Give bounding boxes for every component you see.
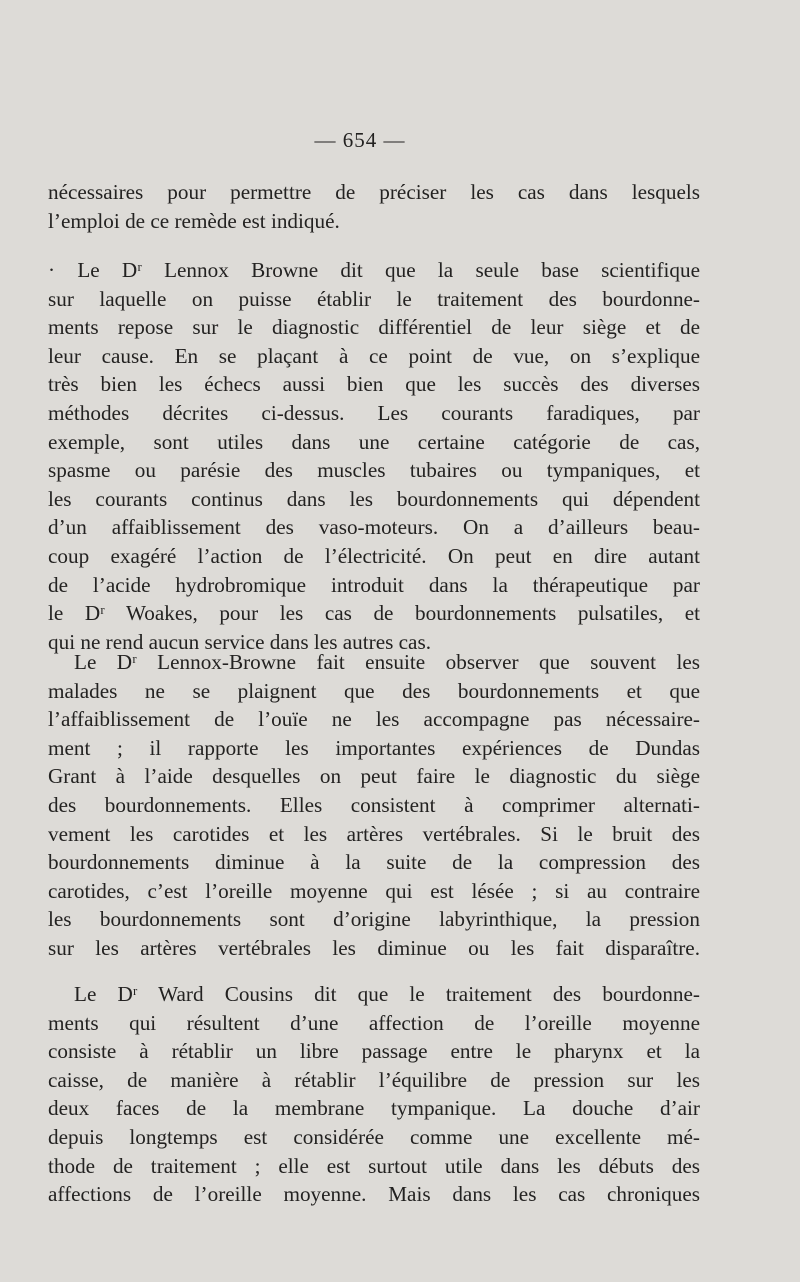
text-line: qui ne rend aucun service dans les autres cas. (48, 629, 431, 654)
text-line: vement les carotides et les artères vertébrales. Si le bruit des (48, 821, 700, 846)
text-line: caisse, de manière à rétablir l’équilibre de pression sur les (48, 1067, 700, 1092)
text-line: ment ; il rapporte les importantes expériences de Dundas (48, 735, 700, 760)
text-line: leur cause. En se plaçant à ce point de vue, on s’explique (48, 343, 700, 368)
text-line: Grant à l’aide desquelles on peut faire le diagnostic du siège (48, 764, 700, 789)
text-line: affections de l’oreille moyenne. Mais dans les cas chroniques (48, 1182, 700, 1207)
text-line: deux faces de la membrane tympanique. La douche d’air (48, 1096, 700, 1121)
text-line: l’affaiblissement de l’ouïe ne les accompagne pas nécessaire- (48, 707, 700, 732)
text-line: les bourdonnements sont d’origine labyrinthique, la pression (48, 907, 700, 932)
text-line: de l’acide hydrobromique introduit dans la thérapeutique par (48, 572, 700, 597)
text-line: carotides, c’est l’oreille moyenne qui est lésée ; si au contraire (48, 878, 700, 903)
text-line: le Dʳ Woakes, pour les cas de bourdonnements pulsatiles, et (48, 601, 700, 626)
paragraph-2 (48, 256, 700, 656)
text-line: consiste à rétablir un libre passage entre le pharynx et la (48, 1039, 700, 1064)
text-line: méthodes décrites ci-dessus. Les courants faradiques, par (48, 400, 700, 425)
text-line: · Le Dʳ Lennox Browne dit que la seule base scientifique (48, 258, 700, 282)
text-line: sur les artères vertébrales les diminue ou les fait disparaître. (48, 935, 700, 960)
paragraph-1 (48, 178, 700, 235)
text-line: Le Dʳ Ward Cousins dit que le traitement des bourdonne- (74, 982, 700, 1006)
text-line: coup exagéré l’action de l’électricité. On peut en dire autant (48, 543, 700, 568)
text-line: ments qui résultent d’une affection de l’oreille moyenne (48, 1010, 700, 1035)
paragraph-3 (48, 648, 700, 963)
text-line: thode de traitement ; elle est surtout utile dans les débuts des (48, 1153, 700, 1178)
text-line: malades ne se plaignent que des bourdonnements et que (48, 678, 700, 703)
text-line: sur laquelle on puisse établir le traitement des bourdonne- (48, 286, 700, 311)
text-line: spasme ou parésie des muscles tubaires ou tympaniques, et (48, 458, 700, 483)
text-line: ments repose sur le diagnostic différentiel de leur siège et de (48, 315, 700, 340)
text-line: exemple, sont utiles dans une certaine catégorie de cas, (48, 429, 700, 454)
text-line: bourdonnements diminue à la suite de la compression des (48, 850, 700, 875)
paragraph-4 (48, 980, 700, 1209)
page-number: — 654 — (314, 128, 406, 152)
text-line: nécessaires pour permettre de préciser les cas dans lesquels (48, 180, 700, 204)
text-line: l’emploi de ce remède est indiqué. (48, 208, 340, 233)
text-line: depuis longtemps est considérée comme une excellente mé- (48, 1124, 700, 1149)
text-line: des bourdonnements. Elles consistent à comprimer alternati- (48, 792, 700, 817)
text-line: les courants continus dans les bourdonnements qui dépendent (48, 486, 700, 511)
text-line: d’un affaiblissement des vaso-moteurs. On a d’ailleurs beau- (48, 515, 700, 540)
text-line: très bien les échecs aussi bien que les succès des diverses (48, 372, 700, 397)
text-line: Le Dʳ Lennox-Browne fait ensuite observer que souvent les (74, 650, 700, 674)
